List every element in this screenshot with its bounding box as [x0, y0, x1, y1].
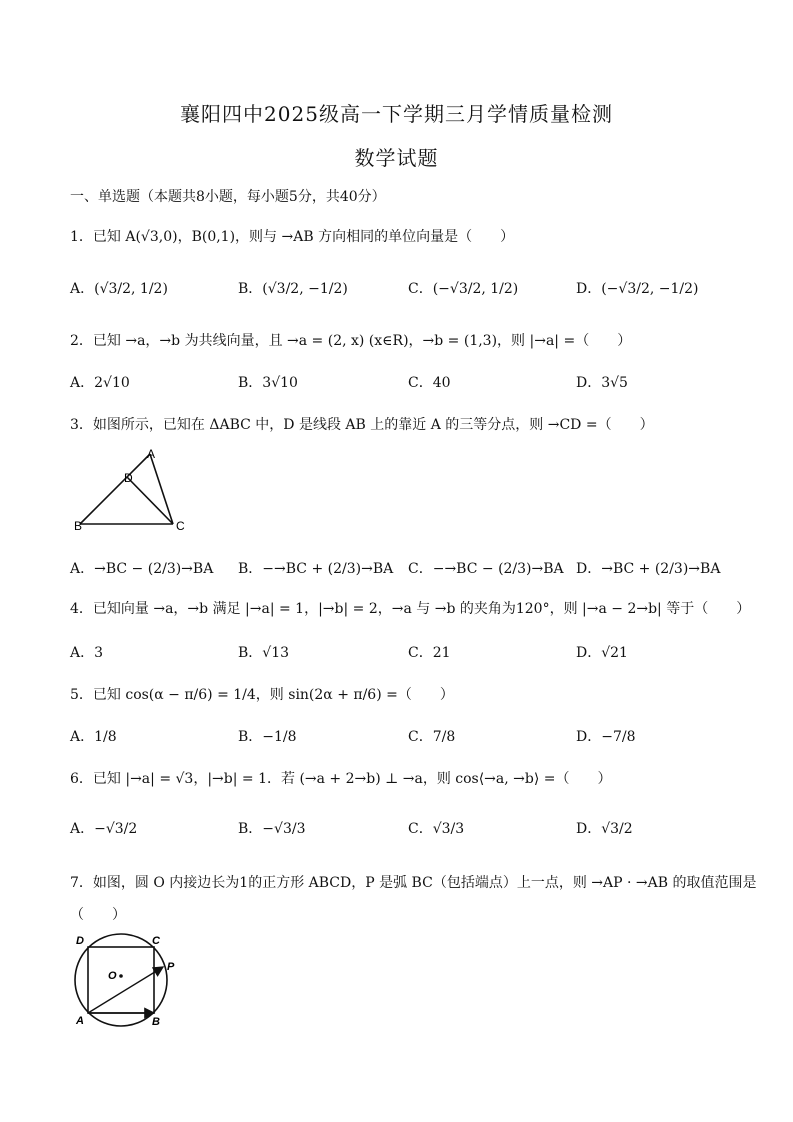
q2-option-a: A．2√10 — [70, 375, 130, 391]
question-7-stem-cont: （ ） — [70, 907, 126, 923]
q1-option-c: C．(−√3/2, 1/2) — [408, 281, 519, 297]
exam-subtitle: 数学试题 — [354, 146, 439, 170]
q2-option-d: D．3√5 — [576, 375, 628, 391]
question-3-stem: 3．如图所示，已知在 ΔABC 中，D 是线段 AB 上的靠近 A 的三等分点，则 →CD =（ ） — [70, 417, 654, 433]
q5-option-c: C．7/8 — [408, 729, 456, 745]
label-o: O — [108, 970, 117, 982]
q2-option-c: C．40 — [408, 375, 451, 391]
question-5-stem: 5．已知 cos(α − π/6) = 1/4，则 sin(2α + π/6) =（ ） — [70, 687, 454, 703]
q3-option-d: D．→BC + (2/3)→BA — [576, 561, 721, 577]
vertex-c-label: C — [176, 519, 185, 533]
q6-option-c: C．√3/3 — [408, 821, 465, 837]
q6-option-b: B．−√3/3 — [238, 821, 306, 837]
q1-option-a: A．(√3/2, 1/2) — [70, 281, 168, 297]
side-ac — [150, 454, 173, 524]
question-1-stem: 1．已知 A(√3,0)，B(0,1)，则与 →AB 方向相同的单位向量是（ ） — [70, 229, 515, 245]
triangle-figure — [70, 444, 200, 534]
q3-option-b: B．−→BC + (2/3)→BA — [238, 561, 394, 577]
label-p: P — [167, 961, 175, 973]
point-d-label: D — [124, 471, 133, 485]
exam-title: 襄阳四中2025级高一下学期三月学情质量检测 — [180, 102, 613, 126]
q5-option-b: B．−1/8 — [238, 729, 297, 745]
vertex-a-label: A — [147, 447, 156, 461]
section-heading: 一、单选题（本题共8小题，每小题5分，共40分） — [70, 189, 386, 205]
question-6-stem: 6．已知 |→a| = √3，|→b| = 1．若 (→a + 2→b) ⊥ →a，则 cos⟨→a, →b⟩ =（ ） — [70, 771, 612, 787]
q3-option-a: A．→BC − (2/3)→BA — [70, 561, 214, 577]
vertex-b-label: B — [74, 519, 83, 533]
q4-option-c: C．21 — [408, 645, 451, 661]
vector-ap — [88, 967, 163, 1013]
label-b: B — [152, 1016, 160, 1028]
center-point — [119, 974, 123, 978]
q2-option-b: B．3√10 — [238, 375, 298, 391]
label-d: D — [76, 935, 84, 947]
q6-option-d: D．√3/2 — [576, 821, 633, 837]
q6-option-a: A．−√3/2 — [70, 821, 138, 837]
q1-option-b: B．(√3/2, −1/2) — [238, 281, 348, 297]
question-7-stem: 7．如图，圆 O 内接边长为1的正方形 ABCD，P 是弧 BC（包括端点）上一点，则 →AP · →AB 的取值范围是 — [70, 875, 757, 891]
q4-option-a: A．3 — [70, 645, 104, 661]
question-2-stem: 2．已知 →a，→b 为共线向量，且 →a = (2, x) (x∈R)，→b = (1,3)，则 |→a| =（ ） — [70, 333, 632, 349]
square-abcd — [88, 947, 154, 1013]
q5-option-a: A．1/8 — [70, 729, 117, 745]
label-a: A — [76, 1015, 84, 1027]
question-4-stem: 4．已知向量 →a，→b 满足 |→a| = 1，|→b| = 2，→a 与 →b 的夹角为120°，则 |→a − 2→b| 等于（ ） — [70, 601, 751, 617]
q4-option-d: D．√21 — [576, 645, 628, 661]
circle-figure — [66, 932, 186, 1028]
label-c: C — [152, 935, 160, 947]
q4-option-b: B．√13 — [238, 645, 290, 661]
q5-option-d: D．−7/8 — [576, 729, 636, 745]
q1-option-d: D．(−√3/2, −1/2) — [576, 281, 699, 297]
q3-option-c: C．−→BC − (2/3)→BA — [408, 561, 564, 577]
